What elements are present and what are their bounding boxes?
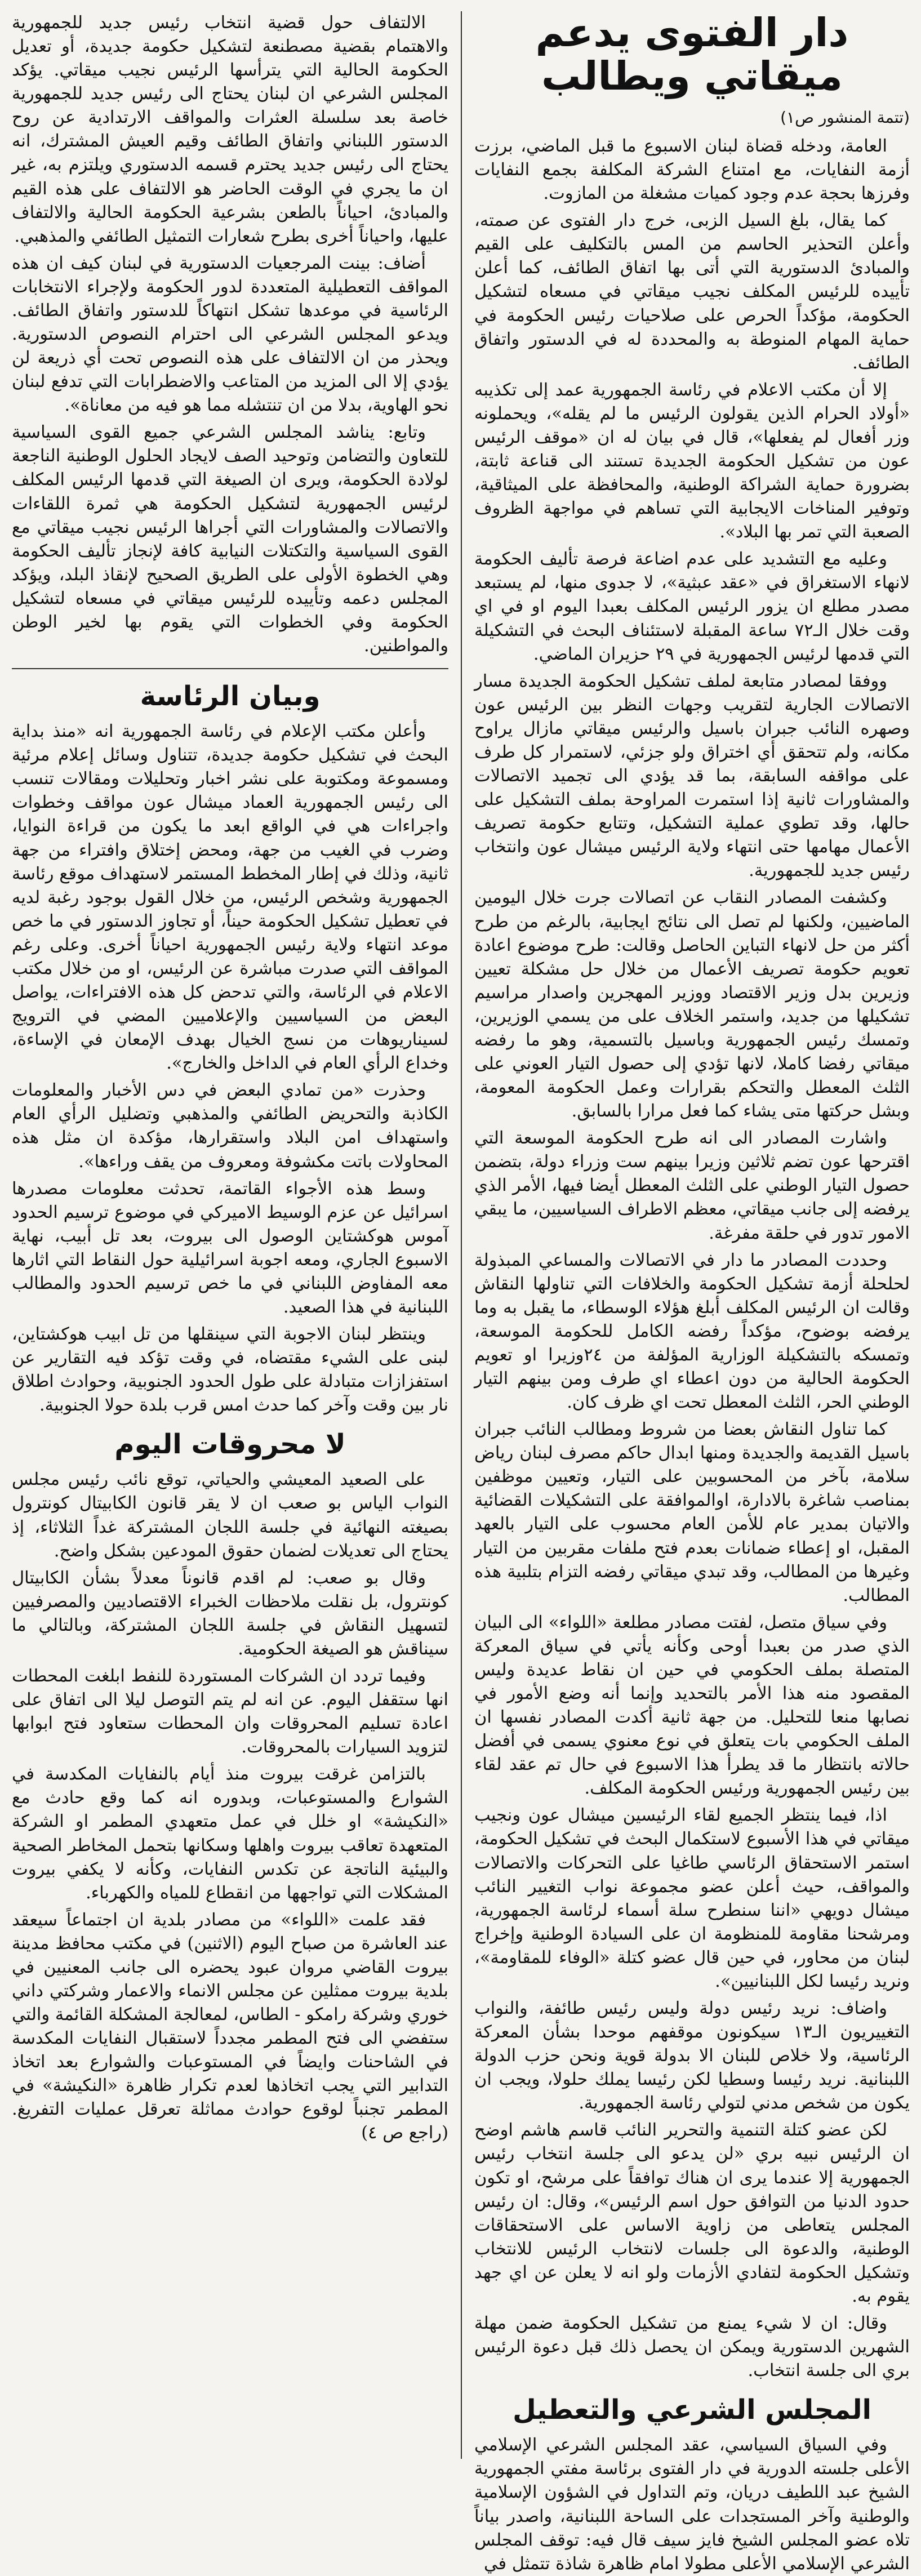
article-paragraph: وحددت المصادر ما دار في الاتصالات والمساعي المبذولة لحلحلة أزمة تشكيل الحكومة والخلافات التي تناولها النقاش وقالت ان الرئيس المكلف أبلغ هؤلاء الوسطاء، ما يقبل به وما يرفضه بوضوح، مؤكداً رفضه الكامل للحكومة الموسعة، وتمسكه بالتشكيلة الوزارية المؤلفة من ٢٤وزيرا او تعويم الحكومة الحالية من دون اعطاء اي طرف ومن بينهم التيار الوطني الحر، الثلث المعطل تحت اي ظرف كان.: [474, 1250, 910, 1413]
article-paragraph: وقال بو صعب: لم اقدم قانوناً معدلاً بشأن الكابيتال كونترول، بل نقلت ملاحظات الخبراء الاقتصاديين والمصرفيين لتسهيل النقاش في جلسة اللجان المشتركة، وبالتالي ما سيناقش هو الصيغة الحكومية.: [12, 1568, 448, 1659]
continued-note: (تتمة المنشور ص١): [780, 108, 910, 127]
article-paragraph: واشارت المصادر الى انه طرح الحكومة الموسعة التي اقترحها عون تضم ثلاثين وزيرا بينهم ست وزراء دولة، بتضمن حصول التيار الوطني على الثلث المعطل أيضا فيها، الأمر الذي يرفضه إلى جانب ميقاتي، معظم الاطراف السياسيين، ما يبقي الامور تدور في حلقة مفرغة.: [474, 1128, 910, 1243]
article-paragraph: اذا، فيما ينتظر الجميع لقاء الرئيسين ميشال عون ونجيب ميقاتي في هذا الأسبوع لاستكمال البحث في تشكيل الحكومة، استمر الاستحقاق الرئاسي طاغيا على التحركات والاتصالات والمواقف، حيث أعلن عضو مجموعة نواب التغيير النائب ميشال دويهي «اننا سنطرح سلة أسماء لرئاسة الجمهورية، ومرشحنا مقاومة للمنظومة ان على السيادة الوطنية وإخراج لبنان من محاور، في حين قال عضو كتلة «الوفاء للمقاومة»، ونريد رئيسا لكل اللبنانيين».: [474, 1805, 910, 1991]
article-paragraph: وكشفت المصادر النقاب عن اتصالات جرت خلال اليومين الماضيين، ولكنها لم تصل الى نتائج ايجابية، بالرغم من طرح أكثر من حل لانهاء التباين الحاصل وقالت: طرح موضوع اعادة تعويم حكومة تصريف الأعمال من خلال حل مشكلة تعيين وزيرين بدل وزير الاقتصاد ووزير المهجرين واصدار مراسيم تشكيلها من جديد، واستمر الخلاف على من يسمي الوزيرين، وتمسك رئيس الجمهورية وباسيل بالتسمية، وهو ما رفضه ميقاتي رفضا كاملا، لانها تؤدي إلى حصول التيار العوني على الثلث المعطل والتحكم بقرارات وعمل الحكومة المعومة، وبشل حركتها متى يشاء كما فعل مرارا بالسابق.: [474, 888, 910, 1122]
article-paragraph: وفيما تردد ان الشركات المستوردة للنفط ابلغت المحطات انها ستقفل اليوم. عن انه لم يتم التوصل ليلا الى اتفاق على اعادة تسليم المحروقات وان المحطات ستعاود فتح ابوابها لتزويد السيارات بالمحروقات.: [12, 1666, 448, 1758]
article-paragraph: كما تناول النقاش بعضا من شروط ومطالب النائب جبران باسيل القديمة والجديدة ومنها ابدال حاكم مصرف لبنان رياض سلامة، بآخر من المحسوبين على التيار، وتعيين موظفين بمناصب شاغرة بالادارة، اوالموافقة على التشكيلات القضائية والاتيان بمدير عام للأمن العام محسوب على التيار بالعهد المقبل، او إعطاء ضمانات بعدم فتح ملفات مقربين من التيار وغيرها من المطالب، وقد تبدي ميقاتي رفضه التزام بتلبية هذه المطالب.: [474, 1420, 910, 1605]
article-paragraph: وسط هذه الأجواء القاتمة، تحدثت معلومات مصدرها اسرائيل عن عزم الوسيط الاميركي في موضوع ترسيم الحدود آموس هوكشتاين الوصول الى بيروت، بعد تل أبيب، نهاية الاسبوع الجاري، ومعه اجوبة اسرائيلية حول النقاط التي اثارها معه المفاوض اللبناني في ما خص ترسيم الحدود والمطالب اللبنانية في هذا الصعيد.: [12, 1178, 448, 1317]
article-paragraph: وقال: ان لا شيء يمنع من تشكيل الحكومة ضمن مهلة الشهرين الدستورية ويمكن ان يحصل ذلك قبل دعوة الرئيس بري الى جلسة انتخاب.: [474, 2313, 910, 2381]
article-paragraph: أضاف: بينت المرجعيات الدستورية في لبنان كيف ان هذه المواقف التعطيلية المتعددة لدور الحكومة ولإجراء الانتخابات الرئاسية في موعدها تشكل انتهاكاً للدستور واتفاق الطائف. ويدعو المجلس الشرعي الى احترام النصوص الدستورية. ويحذر من ان الالتفاف على هذه النصوص تحت أي ذريعة لن يؤدي إلا الى المزيد من المتاعب والاضطرابات التي تدفع لبنان نحو الهاوية، بدلا من ان تنتشله مما هو فيه من معاناة».: [12, 253, 448, 416]
section-divider: [12, 668, 448, 669]
article-paragraph: ووفقا لمصادر متابعة لملف تشكيل الحكومة الجديدة مسار الاتصالات الجارية لتقريب وجهات النظر بين الرئيس عون وصهره النائب جبران باسيل والرئيس ميقاتي مازال يراوح مكانه، ولم تتحقق أي اختراق ولو جزئي، لاستمرار كل طرف على مواقفه السابقة، بما قد يؤدي الى تجميد الاتصالات والمشاورات ثانية إذا استمرت المراوحة بملف التشكيل على حالها، وقد تطوي عملية التشكيل، وتتابع حكومة تصريف الأعمال مهامها حتى انتهاء ولاية الرئيس ميشال عون وانتخاب رئيس جديد للجمهورية.: [474, 671, 910, 881]
article-paragraph: على الصعيد المعيشي والحياتي، توقع نائب رئيس مجلس النواب الياس بو صعب ان لا يقر قانون الكابيتال كونترول بصيغته النهائية في جلسة اللجان المشتركة غداً الثلاثاء، إذ يحتاج الى تعديلات لضمان حقوق المودعين بشكل واضح.: [12, 1470, 448, 1561]
newspaper-page: [11, 10, 910, 2574]
article-paragraph: وفي السياق السياسي، عقد المجلس الشرعي الإسلامي الأعلى جلسته الدورية في دار الفتوى برئاسة مفتي الجمهورية الشيخ عبد اللطيف دريان، وتم التداول في الشؤون الإسلامية والوطنية وآخر المستجدات على الساحة اللبنانية، واصدر بياناً تلاه عضو المجلس الشيخ فايز سيف قال فيه: توقف المجلس الشرعي الإسلامي الأعلى مطولا امام ظاهرة شاذة تتمثل في: [474, 2435, 910, 2574]
article-paragraph: وفي سياق متصل، لفتت مصادر مطلعة «اللواء» الى البيان الذي صدر من بعبدا أوحى وكأنه يأتي في سياق المعركة المتصلة بملف الحكومي في حين ان نقاط عديدة وليس المقصود منه هذا الأمر بالتحديد وإنما أنه وضع الأمور في نصابها منعا للتحليل. من جهة ثانية أكدت المصادر نفسها ان الملف الحكومي بات يتعلق في نوع معنوي يسمى في أفضل حالاته بانتظار ما قد يطرأ هذا الاسبوع في حال تم عقد لقاء بين رئيس الجمهورية ورئيس الحكومة المكلف.: [474, 1612, 910, 1799]
article-paragraph: فقد علمت «اللواء» من مصادر بلدية ان اجتماعاً سيعقد عند العاشرة من صباح اليوم (الاثنين) في مكتب محافظ مدينة بيروت القاضي مروان عبود يحضره الى جانب المعنيين في بلدية بيروت ممثلين عن مجلس الانماء والاعمار وشركتي داني خوري وشركة رامكو - الطاس، لمعالجة المشكلة القائمة والتي ستفضي الى فتح المطمر مجدداً لاستقبال النفايات المكدسة في الشاحنات وايضاً في المستوعبات والشوارع بعد اتخاذ التدابير التي يجب اتخاذها لعدم تكرار ظاهرة «النكيشة» في المطمر تجنباً لوقوع حوادث مماثلة تعرقل عمليات التفريغ. (راجع ص ٤): [12, 1910, 448, 2143]
headline: دار الفتوى يدعم ميقاتي ويطالب: [535, 10, 849, 99]
article-paragraph: الالتفاف حول قضية انتخاب رئيس جديد للجمهورية والاهتمام بقضية مصطنعة لتشكيل حكومة جديدة، أو تعديل الحكومة الحالية التي يترأسها الرئيس نجيب ميقاتي. يؤكد المجلس الشرعي ان لبنان يحتاج الى رئيس جديد للجمهورية خاصة بعد سلسلة العثرات والمواقف الارتدادية عن روح الدستور اللبناني واتفاق الطائف وقيم العيش المشترك، انه يحتاج الى رئيس جديد يحترم قسمه الدستوري ويلتزم به، غير ان ما يجري في الوقت الحاضر هو الالتفاف على هذه القيم والمبادئ، احياناً بالطعن بشرعية الحكومة الحالية والالتفاف عليها، واحياناً أخرى بطرح شعارات التمثيل الطائفي والمذهبي.: [12, 13, 448, 246]
article-paragraph: بالتزامن غرقت بيروت منذ أيام بالنفايات المكدسة في الشوارع والمستوعبات، وبدوره انه كما وقع حادث مع «النكيشة» او خلل في عمل متعهدي المطمر او الشركة المتعهدة تعاقب بيروت واهلها وسكانها بتحمل المخاطر الصحية والبيئية الناتجة عن تكدس النفايات، وكأنه لا يكفي بيروت المشكلات التي تواجهها من انقطاع للمياه والكهرباء.: [12, 1764, 448, 1903]
article-paragraph: إلا أن مكتب الاعلام في رئاسة الجمهورية عمد إلى تكذيبه «أولاد الحرام الذين يقولون الرئيس ما لم يقله»، ويحملونه وزر أفعال لم يفعلها»، قال في بيان له ان «موقف الرئيس عون من تشكيل الحكومة الجديدة تستند الى قناعة ثابتة، بضرورة حماية الشراكة الوطنية، والمحافظة على الميثاقية، وتوفير المناخات الايجابية التي تساهم في مواجهة الظروف الصعبة التي تمر بها البلاد».: [474, 380, 910, 542]
article-paragraph: وعليه مع التشديد على عدم اضاعة فرصة تأليف الحكومة لانهاء الاستغراق في «عقد عبثية»، لا جدوى منها، لم يستبعد مصدر مطلع ان يزور الرئيس المكلف بعبدا اليوم او في اي وقت خلال الـ٧٢ ساعة المقبلة لاستئناف البحث في التشكيلة التي قدمها لرئيس الجمهورية في ٢٩ حزيران الماضي.: [474, 549, 910, 664]
article-paragraph: وتابع: يناشد المجلس الشرعي جميع القوى السياسية للتعاون والتضامن وتوحيد الصف لايجاد الحلول الوطنية الناجعة لولادة الحكومة، ويرى ان الصيغة التي قدمها الرئيس المكلف لرئيس الجمهورية لتشكيل الحكومة هي ثمرة اللقاءات والاتصالات والمشاورات التي أجراها الرئيس نجيب ميقاتي مع القوى السياسية والتكتلات النيابية كافة لإنجاز تأليف الحكومة وهي الخطوة الأولى على الطريق الصحيح لإنقاذ البلد، ويؤكد المجلس دعمه وتأييده للرئيس ميقاتي في مسعاه لتشكيل الحكومة وفي الخطوات التي يقوم بها لخير الوطن والمواطنين.: [12, 422, 448, 656]
article-paragraph: العامة، ودخله قضاة لبنان الاسبوع ما قبل الماضي، برزت أزمة النفايات، مع امتناع الشركة المكلفة بجمع النفايات وفرزها بحجة عدم وجود كميات مشغلة من المازوت.: [474, 136, 910, 204]
article-paragraph: كما يقال، بلغ السيل الزبى، خرج دار الفتوى عن صمته، وأعلن التحذير الحاسم من المس بالتكليف على القيم والمبادئ الدستورية التي أتى بها اتفاق الطائف، كما أعلن تأييده للرئيس المكلف نجيب ميقاتي في مسعاه لتشكيل الحكومة، مؤكداً الحرص على صلاحيات رئيس الحكومة في حماية المهام المنوطة به والمحددة له في الدستور واتفاق الطائف.: [474, 211, 910, 373]
right-column: [461, 10, 910, 2574]
article-paragraph: لكن عضو كتلة التنمية والتحرير النائب قاسم هاشم اوضح ان الرئيس نبيه بري «لن يدعو الى جلسة انتخاب رئيس الجمهورية إلا عندما يرى ان هناك توافقاً على مرشح، او تكون حدود الدنيا من التوافق حول اسم الرئيس»، وقال: ان رئيس المجلس يتعاطى من زاوية الاساس على الاستحقاقات الوطنية، والدعوة الى جلسات لانتخاب الرئيس للانتخاب وتشكيل الحكومة لتفادي الأزمات ولو انه لا يعلن عن اي جهد يقوم به.: [474, 2120, 910, 2306]
section-heading-sharia-council: المجلس الشرعي والتعطيل: [513, 2394, 871, 2426]
section-heading-fuel: لا محروقات اليوم: [114, 1429, 346, 1461]
section-heading-presidency: وبيان الرئاسة: [140, 680, 321, 713]
article-paragraph: وأعلن مكتب الإعلام في رئاسة الجمهورية انه «منذ بداية البحث في تشكيل حكومة جديدة، تتناول وسائل إعلام مرئية ومسموعة ومكتوبة على نشر اخبار وتحليلات ومقالات تنسب الى رئيس الجمهورية العماد ميشال عون مواقف وخطوات واجراءات هي في الواقع ابعد ما يكون من قراءة النوايا، وضرب في الغيب من جهة، ومحض إختلاق وافتراء من جهة ثانية، وذلك في إطار المخطط المستمر لاستهداف موقع رئاسة الجمهورية وشخص الرئيس، من خلال القول بوجود رغبة لديه في تعطيل تشكيل الحكومة حيناً، أو تجاوز الدستور في ما خص موعد انتهاء ولاية رئيس الجمهورية احياناً أخرى. وعلى رغم المواقف التي صدرت مباشرة عن الرئيس، او من خلال مكتب الاعلام في الرئاسة، والتي تدحض كل هذه الافتراءات، يواصل البعض من السياسيين والإعلاميين المضي في الترويج لسيناريوهات من نسج الخيال بهدف الإمعان في الإساءة، وخداع الرأي العام في الداخل والخارج».: [12, 722, 448, 1074]
article-paragraph: وحذرت «من تمادي البعض في دس الأخبار والمعلومات الكاذبة والتحريض الطائفي والمذهبي وتضليل الرأي العام واستهداف امن البلاد واستقرارها، مؤكدة ان مثل هذه المحاولات باتت مكشوفة ومعروف من يقف وراءها».: [12, 1080, 448, 1172]
article-paragraph: واضاف: نريد رئيس دولة وليس رئيس طائفة، والنواب التغييريون الـ١٣ سيكونون موقفهم موحدا بشأن المعركة الرئاسية، ولا خلاص للبنان الا بدولة قوية ونحن حزب الدولة اللبنانية. نريد رئيسا وسطيا لكن رئيسا يملك حلولا، ويجب ان يكون من شخص مدني لتولي رئاسة الجمهورية.: [474, 1999, 910, 2114]
left-column: [12, 11, 461, 2459]
article-paragraph: وينتظر لبنان الاجوبة التي سينقلها من تل ابيب هوكشتاين، لبنى على الشيء مقتضاه، في وقت تؤكد فيه التقارير عن استفزازات متبادلة على طول الحدود الجنوبية، وحوادث اطلاق نار بين وقت وآخر كما حدث امس قرب بلدة حولا الجنوبية.: [12, 1324, 448, 1416]
